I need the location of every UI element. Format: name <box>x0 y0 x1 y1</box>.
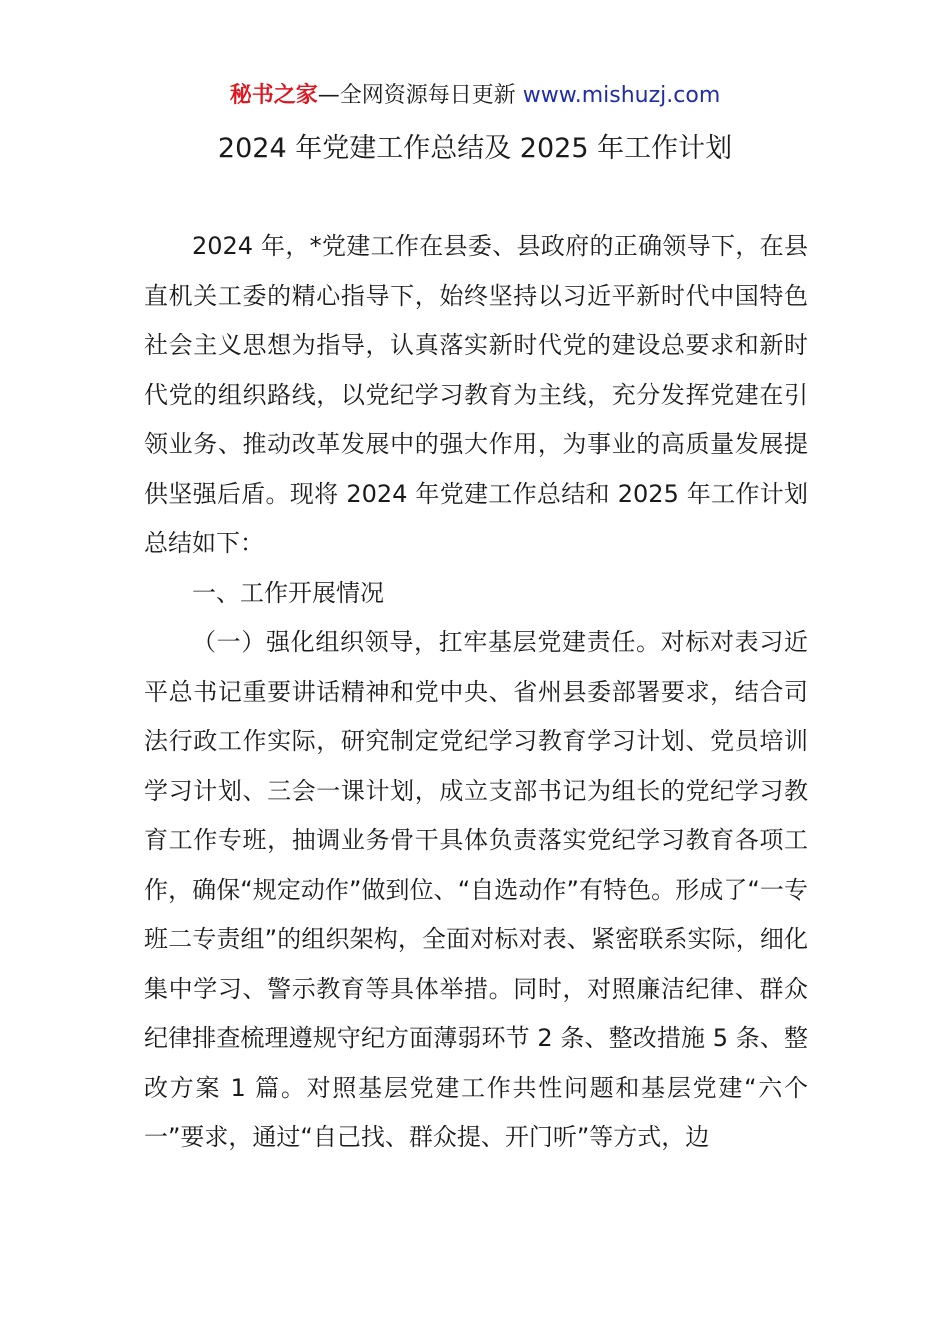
document-body <box>144 222 808 1163</box>
intro-paragraph: 2024 年，*党建工作在县委、县政府的正确领导下，在县直机关工委的精心指导下，始终坚持以习近平新时代中国特色社会主义思想为指导，认真落实新时代党的建设总要求和新时代党的组织路线，以党纪学习教育为主线，充分发挥党建在引领业务、推动改革发展中的强大作用，为事业的高质量发展提供坚强后盾。现将 2024 年党建工作总结和 2025 年工作计划总结如下： <box>144 232 808 557</box>
document-title: 2024 年党建工作总结及 2025 年工作计划 <box>217 133 733 164</box>
header-tagline: —全网资源每日更新 <box>317 83 523 108</box>
header-banner <box>0 80 950 112</box>
body-paragraph: （一）强化组织领导，扛牢基层党建责任。对标对表习近平总书记重要讲话精神和党中央、省州县委部署要求，结合司法行政工作实际，研究制定党纪学习教育学习计划、党员培训学习计划、三会一课计划，成立支部书记为组长的党纪学习教育工作专班，抽调业务骨干具体负责落实党纪学习教育各项工作，确保“规定动作”做到位、“自选动作”有特色。形成了“一专班二专责组”的组织架构，全面对标对表、紧密联系实际，细化集中学习、警示教育等具体举措。同时，对照廉洁纪律、群众纪律排查梳理遵规守纪方面薄弱环节 2 条、整改措施 5 条、整改方案 1 篇。对照基层党建工作共性问题和基层党建“六个一”要求，通过“自己找、群众提、开门听”等方式，边 <box>144 628 808 1151</box>
site-url-link[interactable]: www.mishuzj.com <box>522 83 721 108</box>
brand-name: 秘书之家 <box>229 83 318 108</box>
section-heading: 一、工作开展情况 <box>192 578 384 607</box>
